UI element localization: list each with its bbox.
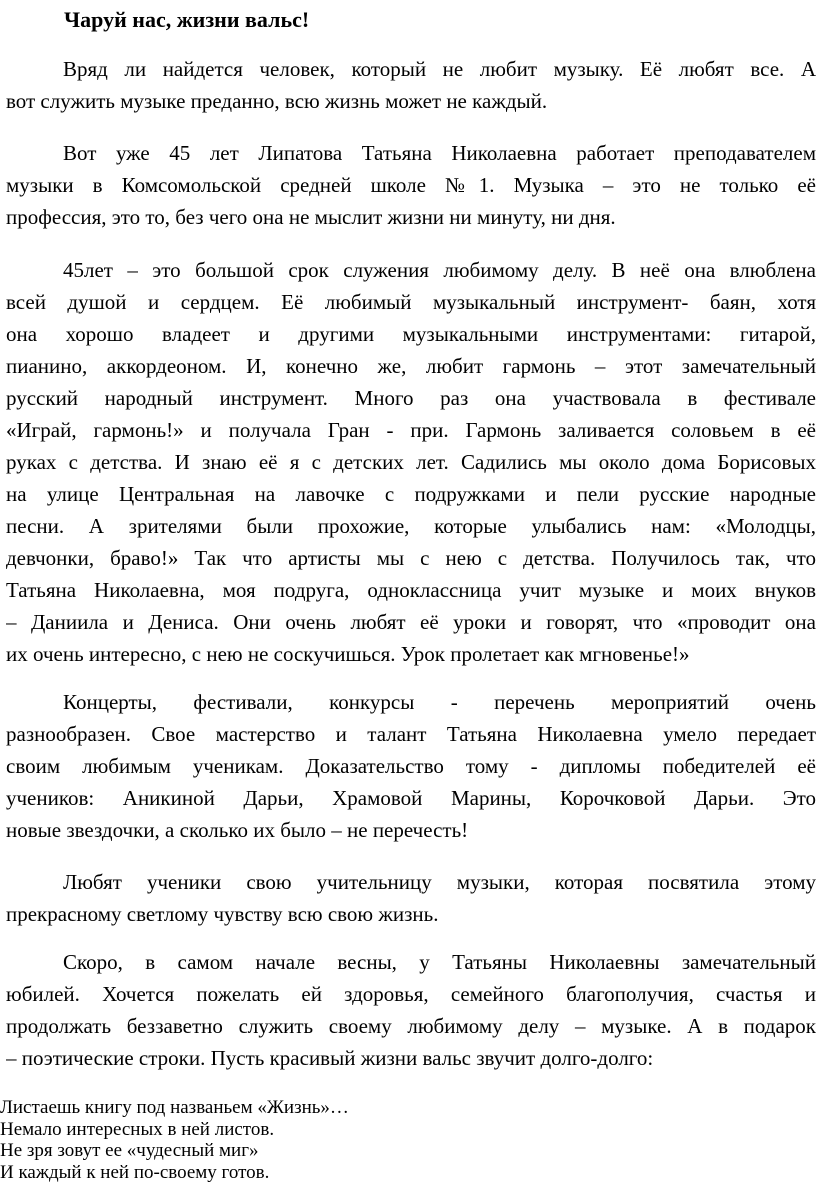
paragraph-line: Скоро, в самом начале весны, у Татьяны Николаевны замечательный (63, 950, 816, 974)
paragraph-line: продолжать беззаветно служить своему любимому делу – музыке. А в подарок (6, 1014, 816, 1038)
paragraph-4 (6, 686, 816, 846)
paragraph-line: – Даниила и Дениса. Они очень любят её уроки и говорят, что «проводит она (6, 610, 816, 634)
paragraph-line: Вряд ли найдется человек, который не любит музыку. Её любят все. А (63, 57, 816, 81)
paragraph-line: девчонки, браво!» Так что артисты мы с нею с детства. Получилось так, что (6, 546, 816, 570)
paragraph-line: вот служить музыке преданно, всю жизнь может не каждый. (6, 89, 548, 113)
paragraph-3 (6, 254, 816, 670)
paragraph-line: юбилей. Хочется пожелать ей здоровья, семейного благополучия, счастья и (6, 982, 816, 1006)
paragraph-line: новые звездочки, а сколько их было – не перечесть! (6, 818, 469, 842)
paragraph-line: 45лет – это большой срок служения любимому делу. В неё она влюблена (63, 258, 816, 282)
poem-line: Немало интересных в ней листов. (0, 1118, 275, 1140)
paragraph-line: Концерты, фестивали, конкурсы - перечень мероприятий очень (63, 690, 816, 714)
paragraph-line: русский народный инструмент. Много раз она участвовала в фестивале (6, 386, 816, 410)
poem-line: Не зря зовут ее «чудесный миг» (0, 1140, 259, 1161)
paragraph-line: Любят ученики свою учительницу музыки, которая посвятила этому (63, 870, 816, 894)
poem-line: Листаешь книгу под названьем «Жизнь»… (0, 1097, 349, 1118)
paragraph-line: она хорошо владеет и другими музыкальными инструментами: гитарой, (6, 322, 816, 346)
paragraph-line: руках с детства. И знаю её я с детских лет. Садились мы около дома Борисовых (6, 450, 816, 474)
paragraph-line: на улице Центральная на лавочке с подружками и пели русские народные (6, 482, 816, 506)
document-title: Чаруй нас, жизни вальс! (64, 7, 310, 32)
paragraph-line: песни. А зрителями были прохожие, которые улыбались нам: «Молодцы, (6, 514, 816, 538)
paragraph-1 (6, 53, 816, 117)
paragraph-2 (6, 137, 816, 233)
paragraph-line: – поэтические строки. Пусть красивый жизни вальс звучит долго-долго: (6, 1046, 654, 1070)
paragraph-line: всей душой и сердцем. Её любимый музыкальный инструмент- баян, хотя (6, 290, 816, 314)
poem (0, 1097, 816, 1183)
paragraph-line: своим любимым ученикам. Доказательство тому - дипломы победителей её (6, 754, 816, 778)
paragraph-line: Татьяна Николаевна, моя подруга, одноклассница учит музыке и моих внуков (6, 578, 816, 602)
paragraph-line: профессия, это то, без чего она не мыслит жизни ни минуту, ни дня. (6, 205, 616, 229)
poem-line: И каждый к ней по-своему готов. (0, 1161, 270, 1183)
paragraph-line: учеников: Аникиной Дарьи, Храмовой Марины, Корочковой Дарьи. Это (6, 786, 816, 810)
paragraph-6 (6, 946, 816, 1074)
paragraph-line: музыки в Комсомольской средней школе №1. Музыка – это не только её (6, 173, 816, 197)
paragraph-line: разнообразен. Свое мастерство и талант Татьяна Николаевна умело передает (6, 722, 816, 746)
paragraph-line: прекрасному светлому чувству всю свою жизнь. (6, 902, 439, 926)
paragraph-line: «Играй, гармонь!» и получала Гран - при. Гармонь заливается соловьем в её (6, 418, 816, 442)
paragraph-line: пианино, аккордеоном. И, конечно же, любит гармонь – этот замечательный (6, 354, 816, 378)
paragraph-line: их очень интересно, с нею не соскучишься. Урок пролетает как мгновенье!» (6, 642, 690, 666)
paragraph-5 (6, 866, 816, 930)
paragraph-line: Вот уже 45 лет Липатова Татьяна Николаевна работает преподавателем (63, 141, 816, 165)
